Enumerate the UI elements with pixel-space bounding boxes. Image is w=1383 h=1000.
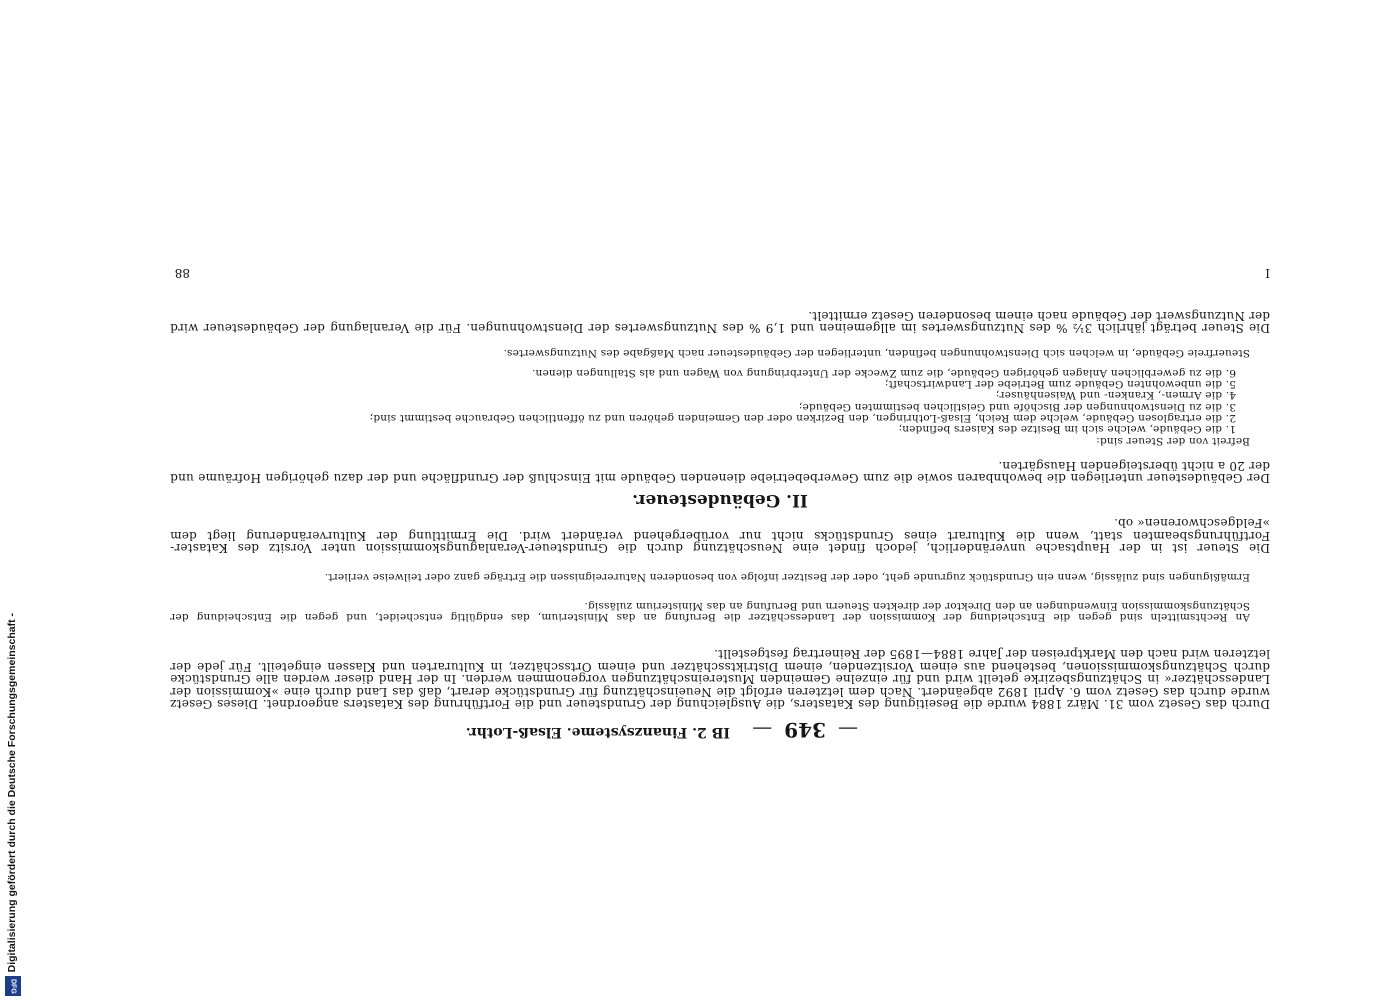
page-number: 349 bbox=[784, 718, 826, 742]
list-item: 5. die unbewohnten Gebäude zum Betriebe der Landwirtschaft; bbox=[152, 378, 1222, 389]
dfg-logo: DFG bbox=[5, 976, 21, 996]
list-item: 1. die Gebäude, welche sich im Besitze des Kaisers befinden; bbox=[152, 423, 1222, 434]
footer-signature: I bbox=[1265, 266, 1270, 280]
credit-text: Digitalisierung gefördert durch die Deutsche Forschungsgemeinschaft - bbox=[6, 612, 18, 972]
list-item: 4. die Armen-, Kranken- und Waisenhäuser; bbox=[152, 389, 1222, 400]
list-item: 3. die zu Dienstwohnungen der Bischöfe und Geistlichen bestimmten Gebäude; bbox=[152, 400, 1222, 411]
paragraph-rechtsmittel: An Rechtsmitteln sind gegen die Entscheidung der Kommission der Landesschätzer die Berufung an das Ministerium, das endgültig entscheidet, und gegen die Entscheidung der Schätzungskommission Einwendungen an den Direktor der direkten Steuern und Berufung an das Ministerium zulässig. bbox=[170, 599, 1250, 623]
list-item: 2. die ertraglosen Gebäude, welche dem Reich, Elsaß-Lothringen, den Bezirken oder den Gemeinden gehören und zu öffentlichen Gebrauche bestimmt sind; bbox=[152, 412, 1222, 423]
page-header bbox=[150, 718, 1290, 742]
paragraph-gebaeudesteuer: Der Gebäudesteuer unterliegen die bewohnbaren sowie die zum Gewerbebetriebe dienenden Gebäude mit Einschluß der Grundfläche und der dazu gehörigen Hofräume und der 20 a nicht übersteigenden Hausgärten. bbox=[170, 458, 1270, 485]
footer-number: 88 bbox=[174, 266, 190, 280]
exemption-list bbox=[152, 367, 1240, 434]
paragraph-kataster: Durch das Gesetz vom 31. März 1884 wurde die Beseitigung des Katasters, die Ausgleichung der Grundsteuer und die Fortführung des Katasters angeordnet. Dieses Gesetz wurde durch das Gesetz vom 6. April 1892 abgeändert. Nach dem letzteren erfolgt die Neueinschätzung für Grundstücke derart, daß das Land durch eine »Kommission der Landesschätzer« in Schätzungsbezirke geteilt wird und für einzelne Gemeinden Mustereinschätzungen vorgenommen werden. In der Hand dieser werden alle Grundstücke durch Schätzungskommissionen, bestehend aus einem Vorsitzenden, einem Distriktsschätzer und einem Ortsschätzer, in Kulturarten und Klassen eingeteilt. Für jede der letzteren wird nach den Marktpreisen der Jahre 1884—1895 der Reinertrag festgestellt. bbox=[170, 647, 1270, 711]
paragraph-befreit: Befreit von der Steuer sind: bbox=[1096, 435, 1250, 447]
paragraph-ermaessigungen: Ermäßigungen sind zulässig, wenn ein Grundstück zugrunde geht, oder der Besitzer infolge von besonderen Naturereignissen die Erträge ganz oder teilweise verliert. bbox=[324, 571, 1250, 583]
list-item: 6. die zu gewerblichen Anlagen gehörigen Gebäude, die zum Zwecke der Unterbringung von Wagen und als Stallungen dienen. bbox=[152, 367, 1222, 378]
page-number-block: —349— bbox=[752, 718, 858, 742]
paragraph-steuersatz: Die Steuer beträgt jährlich 3½ % des Nutzungswertes im allgemeinen und 1,9 % des Nutzungswertes der Dienstwohnungen. Für die Veranlagung der Gebäudesteuer wird der Nutzungswert der Gebäude nach einem besonderen Gesetz ermittelt. bbox=[170, 308, 1270, 335]
running-title: IB 2. Finanzsysteme. Elsaß-Lothr. bbox=[465, 724, 730, 740]
paragraph-steuerfreie: Steuerfreie Gebäude, in welchen sich Dienstwohnungen befinden, unterliegen der Gebäudesteuer nach Maßgabe des Nutzungswertes. bbox=[503, 347, 1250, 359]
paragraph-neuschaetzung: Die Steuer ist in der Hauptsache unveränderlich, jedoch findet eine Neuschätzung durch die Grundsteuer-Veranlagungskommission unter Vorsitz des Kataster-Fortführungsbeamten statt, wenn die Kulturart eines Grundstücks nicht nur vorübergehend verändert wird. Die Ermittlung der Kulturveränderung liegt dem »Feldgeschworenen« ob. bbox=[170, 516, 1270, 555]
heading-gebaeudesteuer: II. Gebäudesteuer. bbox=[632, 490, 808, 510]
digitization-credit bbox=[2, 600, 26, 1000]
scanned-page bbox=[150, 262, 1290, 742]
